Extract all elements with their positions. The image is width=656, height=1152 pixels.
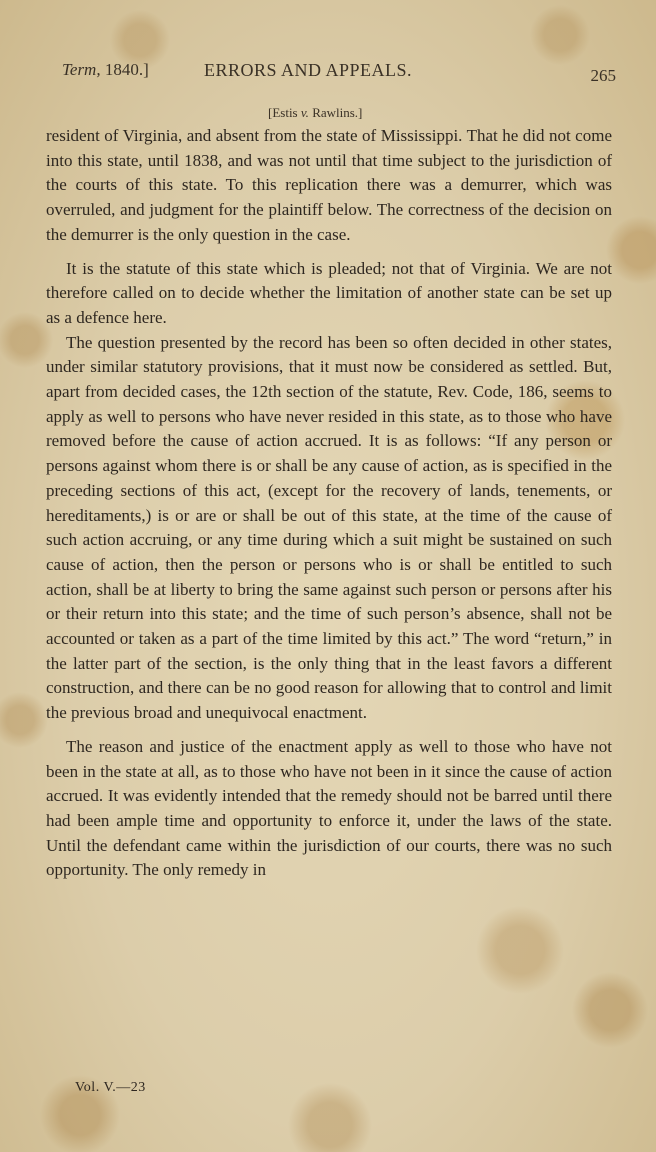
paragraph-2: It is the statute of this state which is pleaded; not that of Virginia. We are not therefore called on to decide whether the limitation of another state can be set up as a defence here. — [46, 258, 612, 327]
running-header — [62, 60, 622, 86]
term-label — [62, 60, 149, 80]
case-reference — [268, 105, 362, 121]
page-number: 265 — [590, 66, 616, 85]
term-year: 1840.] — [100, 60, 149, 79]
paragraph-4: The reason and justice of the enactment apply as well to those who have not been in the state at all, as to those who have not been in it since the cause of action accrued. It was evidently intended that the remedy should not be barred until there had been ample time and opportunity to enforce it, under the laws of the state. Until the defendant came within the jurisdiction of our courts, there was no such opportunity. The only remedy in — [46, 736, 612, 880]
paragraph-1: resident of Virginia, and absent from the state of Mississippi. That he did not come into this state, until 1838, and was not until that time subject to the jurisdiction of the courts of this state. To this replication there was a demurrer, which was overruled, and judgment for the plaintiff below. The correctness of the decision on the demurrer is the only question in the case. — [46, 126, 612, 244]
term-italic: Term, — [62, 60, 101, 79]
case-ref-close: Rawlins.] — [308, 105, 363, 120]
signature-mark: Vol. V.—23 — [75, 1080, 146, 1095]
body-text — [46, 124, 612, 883]
case-ref-open: [Estis — [268, 105, 301, 120]
case-ref-v: v. — [300, 105, 309, 120]
paragraph-3: The question presented by the record has been so often decided in other states, under similar statutory provisions, that it must now be considered as settled. But, apart from decided cases, the 12th section of the statute, Rev. Code, 186, seems to apply as well to persons who have never resided in this state, as to those who have removed before the cause of action accrued. It is as follows: “If any person or persons against whom there is or shall be any cause of action, as is specified in the preceding sections of this act, (except for the recovery of lands, tenements, or hereditaments,) is or are or shall be out of this state, at the time of the cause of such action accruing, or any time during which a suit might be sustained on such cause of action, then the person or persons who is or shall be entitled to such action, shall be at liberty to bring the same against such person or persons after his or their return into this state; and the time of such person’s absence, shall not be accounted or taken as a part of the time limited by this act.” The word “return,” in the latter part of the section, is the only thing that in the least favors a different construction, and there can be no good reason for allowing that to control and limit the previous broad and unequivocal enactment. — [46, 332, 612, 723]
header-title: ERRORS AND APPEALS. — [204, 60, 413, 80]
